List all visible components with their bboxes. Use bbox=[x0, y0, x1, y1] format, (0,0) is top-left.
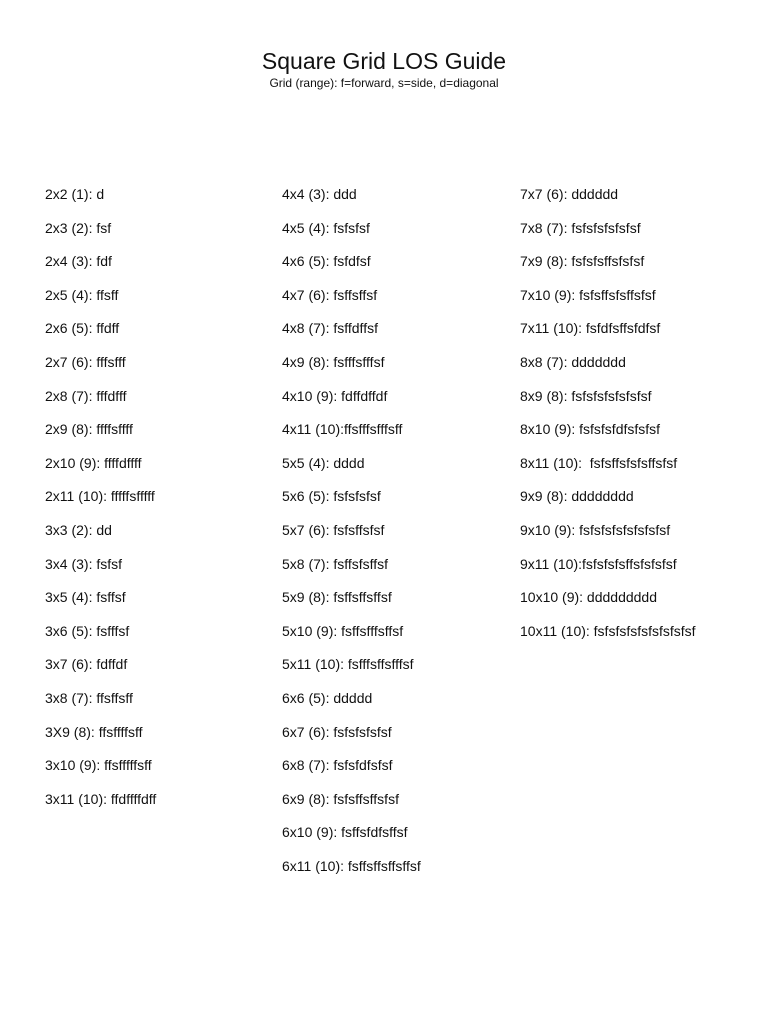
list-item: 2x6 (5): ffdff bbox=[45, 320, 120, 337]
list-item: 10x10 (9): ddddddddd bbox=[520, 589, 657, 606]
list-item: 3x10 (9): ffsfffffsff bbox=[45, 757, 152, 774]
list-item: 3x5 (4): fsffsf bbox=[45, 589, 126, 606]
list-item: 2x11 (10): fffffsfffff bbox=[45, 488, 155, 505]
list-item: 3x6 (5): fsfffsf bbox=[45, 622, 130, 639]
list-item: 5x7 (6): fsfsffsfsf bbox=[282, 521, 385, 538]
list-item: 4x5 (4): fsfsfsf bbox=[282, 219, 370, 236]
list-item: 2x9 (8): ffffsffff bbox=[45, 421, 133, 438]
page-header bbox=[0, 46, 768, 90]
list-item: 5x8 (7): fsffsfsffsf bbox=[282, 555, 389, 572]
list-item: 10x11 (10): fsfsfsfsfsfsfsfsfsf bbox=[520, 622, 696, 639]
list-item: 6x9 (8): fsfsffsffsfsf bbox=[282, 790, 399, 807]
list-item: 8x11 (10): fsfsffsfsfsffsfsf bbox=[520, 454, 678, 471]
list-item: 4x7 (6): fsffsffsf bbox=[282, 286, 378, 303]
list-item: 5x9 (8): fsffsffsffsf bbox=[282, 589, 392, 606]
column-3 bbox=[520, 178, 760, 648]
list-item: 2x4 (3): fdf bbox=[45, 253, 112, 270]
column-2 bbox=[282, 178, 522, 883]
list-item: 7x10 (9): fsfsffsfsffsfsf bbox=[520, 286, 656, 303]
list-item: 6x11 (10): fsffsffsffsffsf bbox=[282, 857, 421, 874]
list-item: 2x7 (6): fffsfff bbox=[45, 353, 126, 370]
list-item: 9x11 (10):fsfsfsfsffsfsfsfsf bbox=[520, 555, 677, 572]
list-item: 8x9 (8): fsfsfsfsfsfsfsf bbox=[520, 387, 652, 404]
page-subtitle: Grid (range): f=forward, s=side, d=diagonal bbox=[269, 76, 499, 90]
list-item: 5x10 (9): fsffsfffsffsf bbox=[282, 622, 404, 639]
list-item: 8x8 (7): ddddddd bbox=[520, 353, 626, 370]
list-item: 3x7 (6): fdffdf bbox=[45, 656, 128, 673]
list-item: 4x10 (9): fdffdffdf bbox=[282, 387, 388, 404]
list-item: 5x11 (10): fsfffsffsfffsf bbox=[282, 656, 414, 673]
list-item: 3x8 (7): ffsffsff bbox=[45, 689, 133, 706]
list-item: 7x7 (6): dddddd bbox=[520, 186, 619, 202]
list-item: 6x8 (7): fsfsfdfsfsf bbox=[282, 757, 393, 774]
list-item: 2x2 (1): d bbox=[45, 186, 105, 202]
list-item: 3X9 (8): ffsffffsff bbox=[45, 723, 143, 740]
list-item: 6x6 (5): ddddd bbox=[282, 689, 373, 706]
list-item: 4x8 (7): fsffdffsf bbox=[282, 320, 378, 337]
list-item: 8x10 (9): fsfsfsfdfsfsfsf bbox=[520, 421, 661, 438]
list-item: 7x9 (8): fsfsfsffsfsfsf bbox=[520, 253, 645, 270]
list-item: 7x11 (10): fsfdfsffsfdfsf bbox=[520, 320, 661, 337]
list-item: 9x10 (9): fsfsfsfsfsfsfsfsf bbox=[520, 521, 671, 538]
list-item: 7x8 (7): fsfsfsfsfsfsf bbox=[520, 219, 641, 236]
list-item: 9x9 (8): dddddddd bbox=[520, 488, 634, 505]
list-item: 3x3 (2): dd bbox=[45, 521, 112, 538]
list-item: 6x10 (9): fsffsfdfsffsf bbox=[282, 824, 408, 841]
list-item: 5x6 (5): fsfsfsfsf bbox=[282, 488, 381, 505]
list-item: 5x5 (4): dddd bbox=[282, 454, 365, 471]
list-item: 2x3 (2): fsf bbox=[45, 219, 112, 236]
list-item: 3x4 (3): fsfsf bbox=[45, 555, 123, 572]
list-item: 4x4 (3): ddd bbox=[282, 186, 357, 202]
list-item: 6x7 (6): fsfsfsfsfsf bbox=[282, 723, 392, 740]
list-item: 2x10 (9): ffffdffff bbox=[45, 454, 142, 471]
list-item: 2x8 (7): fffdfff bbox=[45, 387, 127, 404]
list-item: 4x6 (5): fsfdfsf bbox=[282, 253, 371, 270]
column-1 bbox=[45, 178, 285, 816]
list-item: 3x11 (10): ffdffffdff bbox=[45, 790, 157, 807]
page-title: Square Grid LOS Guide bbox=[261, 48, 507, 74]
list-item: 4x9 (8): fsfffsfffsf bbox=[282, 353, 385, 370]
list-item: 4x11 (10):ffsfffsfffsff bbox=[282, 421, 403, 438]
list-item: 2x5 (4): ffsff bbox=[45, 286, 119, 303]
